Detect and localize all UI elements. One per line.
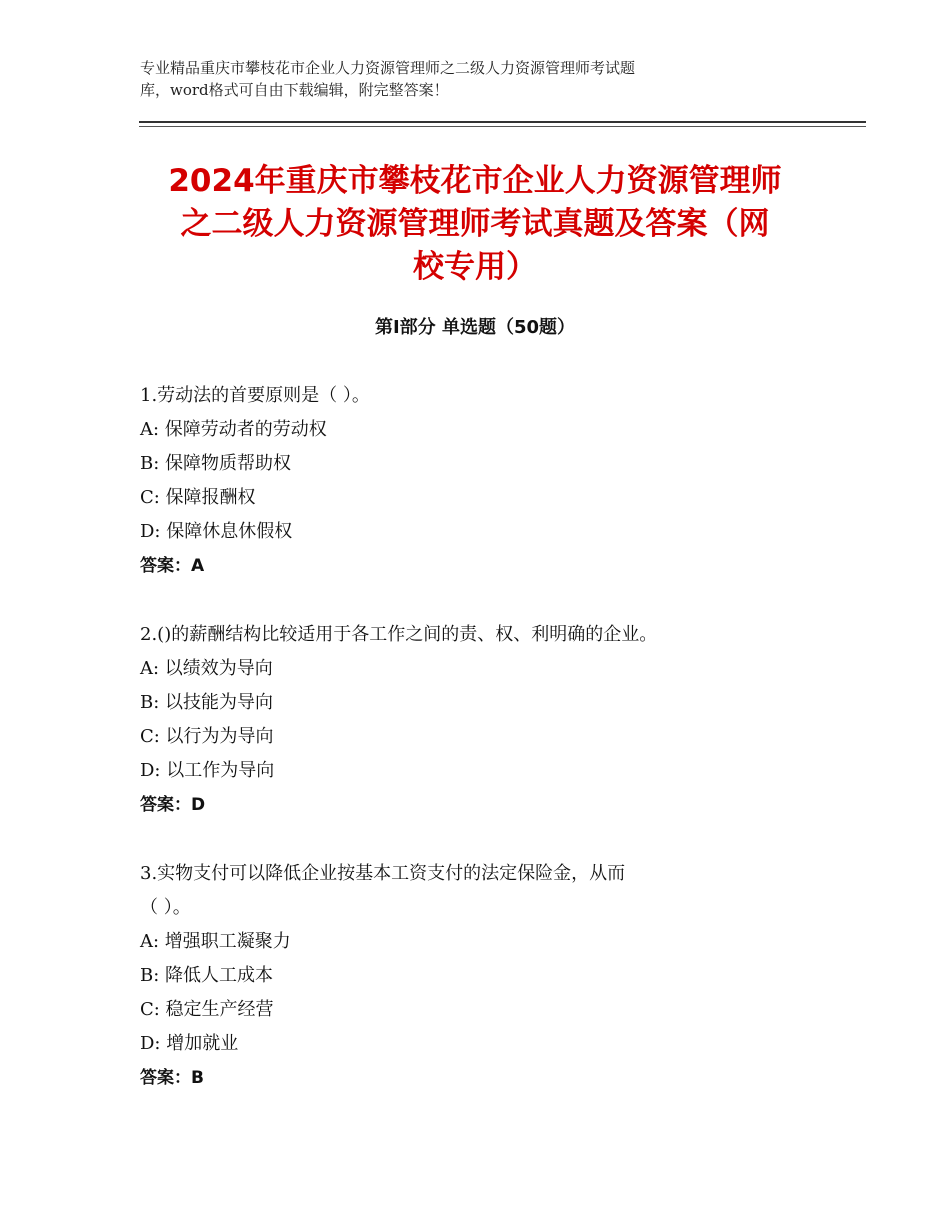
document-title — [120, 160, 830, 289]
option-c: C: 以行为为导向 — [140, 726, 274, 747]
option-d: D: 保障休息休假权 — [140, 521, 293, 542]
option-d: D: 以工作为导向 — [140, 760, 275, 781]
option-a: A: 保障劳动者的劳动权 — [140, 419, 327, 440]
answer: 答案：D — [140, 795, 206, 815]
header-note-line: 专业精品重庆市攀枝花市企业人力资源管理师之二级人力资源管理师考试题 — [140, 59, 636, 77]
option-b: B: 以技能为导向 — [140, 692, 274, 713]
answer: 答案：A — [140, 556, 205, 576]
option-c: C: 稳定生产经营 — [140, 999, 274, 1020]
question-2 — [140, 618, 820, 822]
header-divider — [139, 121, 866, 123]
title-line: 校专用） — [413, 249, 537, 285]
option-b: B: 保障物质帮助权 — [140, 453, 292, 474]
header-divider-thin — [139, 126, 866, 127]
option-c: C: 保障报酬权 — [140, 487, 256, 508]
question-1 — [140, 379, 820, 583]
answer: 答案：B — [140, 1068, 204, 1088]
header-note-line: 库，word格式可自由下载编辑，附完整答案！ — [140, 81, 449, 99]
title-line: 2024年重庆市攀枝花市企业人力资源管理师 — [168, 163, 782, 199]
title-line: 之二级人力资源管理师考试真题及答案（网 — [180, 206, 770, 242]
question-stem: 1.劳动法的首要原则是（ ）。 — [140, 385, 370, 406]
header-note — [140, 57, 780, 101]
question-stem-continuation: （ ）。 — [140, 897, 191, 918]
option-d: D: 增加就业 — [140, 1033, 239, 1054]
section-title: 第Ⅰ部分 单选题（50题） — [374, 317, 575, 338]
question-stem: 2.()的薪酬结构比较适用于各工作之间的责、权、利明确的企业。 — [140, 624, 658, 645]
question-3 — [140, 857, 820, 1095]
question-stem: 3.实物支付可以降低企业按基本工资支付的法定保险金，从而 — [140, 863, 626, 884]
option-b: B: 降低人工成本 — [140, 965, 274, 986]
option-a: A: 以绩效为导向 — [140, 658, 273, 679]
option-a: A: 增强职工凝聚力 — [140, 931, 291, 952]
